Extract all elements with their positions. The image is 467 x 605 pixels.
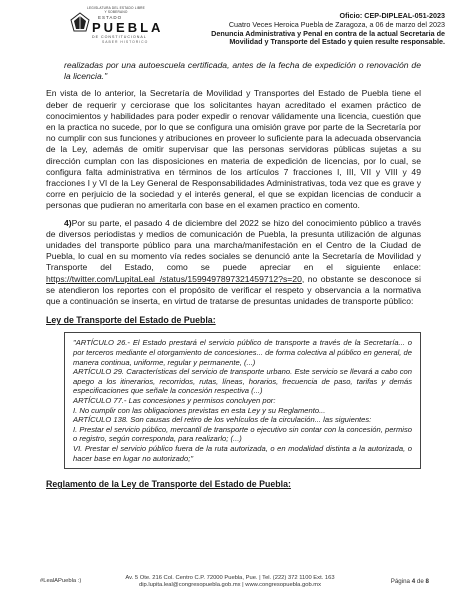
quote-continuation: realizadas por una autoescuela certificada, antes de la fecha de expedición o renovación de la licencia." [64,60,421,82]
footer-hashtag: #LealAPuebla :) [40,578,82,584]
logo-estado-text: ESTADO [98,15,123,20]
page-current: 4 [411,578,416,585]
page-total: 8 [425,578,429,585]
page-of: de [416,578,424,585]
quote-article-77-i: I. No cumplir con las obligaciones previstas en esta Ley y su Reglamento... [73,405,326,415]
paragraph-four-rest: , no obstante se desconoce si se atendieron los reportes con el propósito de verificar el respeto y observancia a la normativa que a continuación se inserta, en virtud de tratarse de presuntas unidades de transporte público: [46,273,421,307]
section-title-transport-law: Ley de Transporte del Estado de Puebla: [46,315,216,326]
paragraph-omission: En vista de lo anterior, la Secretaría de Movilidad y Transportes del Estado de Puebla tiene el deber de requerir y cerciorase que los solicitantes hayan acreditado el examen práctico de conocimientos y habilidades para poder expedir o renovar válidamente una licencia, cuestión que en la practica no sucede, por lo que se configura una omisión grave por parte de la Secretaría por no cumplir con sus funciones y atribuciones en proveer lo suficiente para la adecuada observancia de la Ley, además de omitir supervisar que las personas servidoras públicas sujetas a su dirección cumplan con las disposiciones en materia de expedición de licencias, por lo cual, se configura falta administrativa en términos de los artículos 7 fracciones I, III, VII y VIII y 49 fracciones I y VI de la Ley General de Responsabilidades Administrativas, toda vez que es grave y corre en perjuicio de la sociedad y el interés general, el que se expidan licencias de conducir a personas que pudieran no ameritarla con base en el examen practico en comento. [46,88,422,211]
quote-article-138-vi: VI. Prestar el servicio público fuera de la ruta autorizada, o en modalidad distinta a la autorizada, o hacer base en lugar no autorizado;" [73,444,412,463]
paragraph-four-text: Por su parte, el pasado 4 de diciembre del 2022 se hizo del conocimiento público a través de diversos periodistas y medios de comunicación de Puebla, la presunta utilización de algunas unidades del transporte público para una marcha/manifestación en el Centro de la Ciudad de Puebla, lo cual en su momento vía redes sociales se denunció ante la Secretaría de Movilidad y Transporte del Estado, como se puede apreciar en el siguiente enlace: [46,217,421,273]
location-date: Cuatro Veces Heroica Puebla de Zaragoza, a 06 de marzo del 2023 [228,19,445,29]
crest-icon [70,12,90,32]
page-label: Página [390,578,410,585]
footer-email-web: dip.lupita.leal@congresopuebla.gob.mx | www.congresopuebla.gob.mx [138,582,322,589]
logo-top-text: LEGISLATURA DEL ESTADO LIBRE Y SOBERANO [87,6,145,14]
logo-name-text: PUEBLA [92,20,164,35]
paragraph-four [46,218,421,308]
page-number [391,578,429,585]
oficio-number: Oficio: CEP-DIPLEAL-051-2023 [339,11,445,20]
logo-sub2-text: SABER HISTORICO [102,40,149,44]
letter-body [46,60,421,490]
law-quote-box [64,332,421,469]
quote-article-77: ARTÍCULO 77.- Las concesiones y permisos concluyen por: [73,396,276,406]
footer-contact [120,575,340,589]
paragraph-number: 4) [64,217,72,228]
twitter-link[interactable]: https://twitter.com/LupitaLeal_/status/1599497897321459712?s=20 [46,273,302,284]
quote-article-29: ARTÍCULO 29. Características del servicio de transporte urbano. Este servicio se llevará a cabo con apego a los itinerarios, recorridos, rutas, líneas, horarios, frecuencia de paso, tarifas y demás especificaciones que señale la concesión respectiva (...) [73,367,412,396]
quote-article-138-i: I. Prestar el servicio público, mercantil de transporte o ejecutivo sin contar con la concesión, permiso o registro, según corresponda, para realizarlo; (...) [73,424,412,444]
section-title-regulation: Reglamento de la Ley de Transporte del Estado de Puebla: [46,479,291,490]
page-footer [0,570,467,600]
subject-line-1: Denuncia Administrativa y Penal en contra de la actual Secretaria de [211,28,445,38]
logo-sub-text: DE CONSTITUCIONAL [92,35,147,39]
subject-line-2: Movilidad y Transporte del Estado y quien resulte responsable. [229,37,445,47]
letter-reference [185,12,445,47]
footer-address: Av. 5 Ote. 216 Col. Centro C.P. 72000 Puebla, Pue. | Tel. (222) 372 1100 Ext. 163 [125,575,335,581]
quote-article-26: "ARTÍCULO 26.- El Estado prestará el servicio público de transporte a través de la Secretaría... o por terceros mediante el otorgamiento de concesiones... de forma colectiva al público en general, de manera continua, uniforme, regular y permanente, (...) [73,338,412,367]
quote-article-138: ARTÍCULO 138. Son causas del retiro de los vehículos de la circulación... las siguientes: [73,415,372,425]
congress-logo [68,6,188,50]
letterhead [0,0,467,56]
